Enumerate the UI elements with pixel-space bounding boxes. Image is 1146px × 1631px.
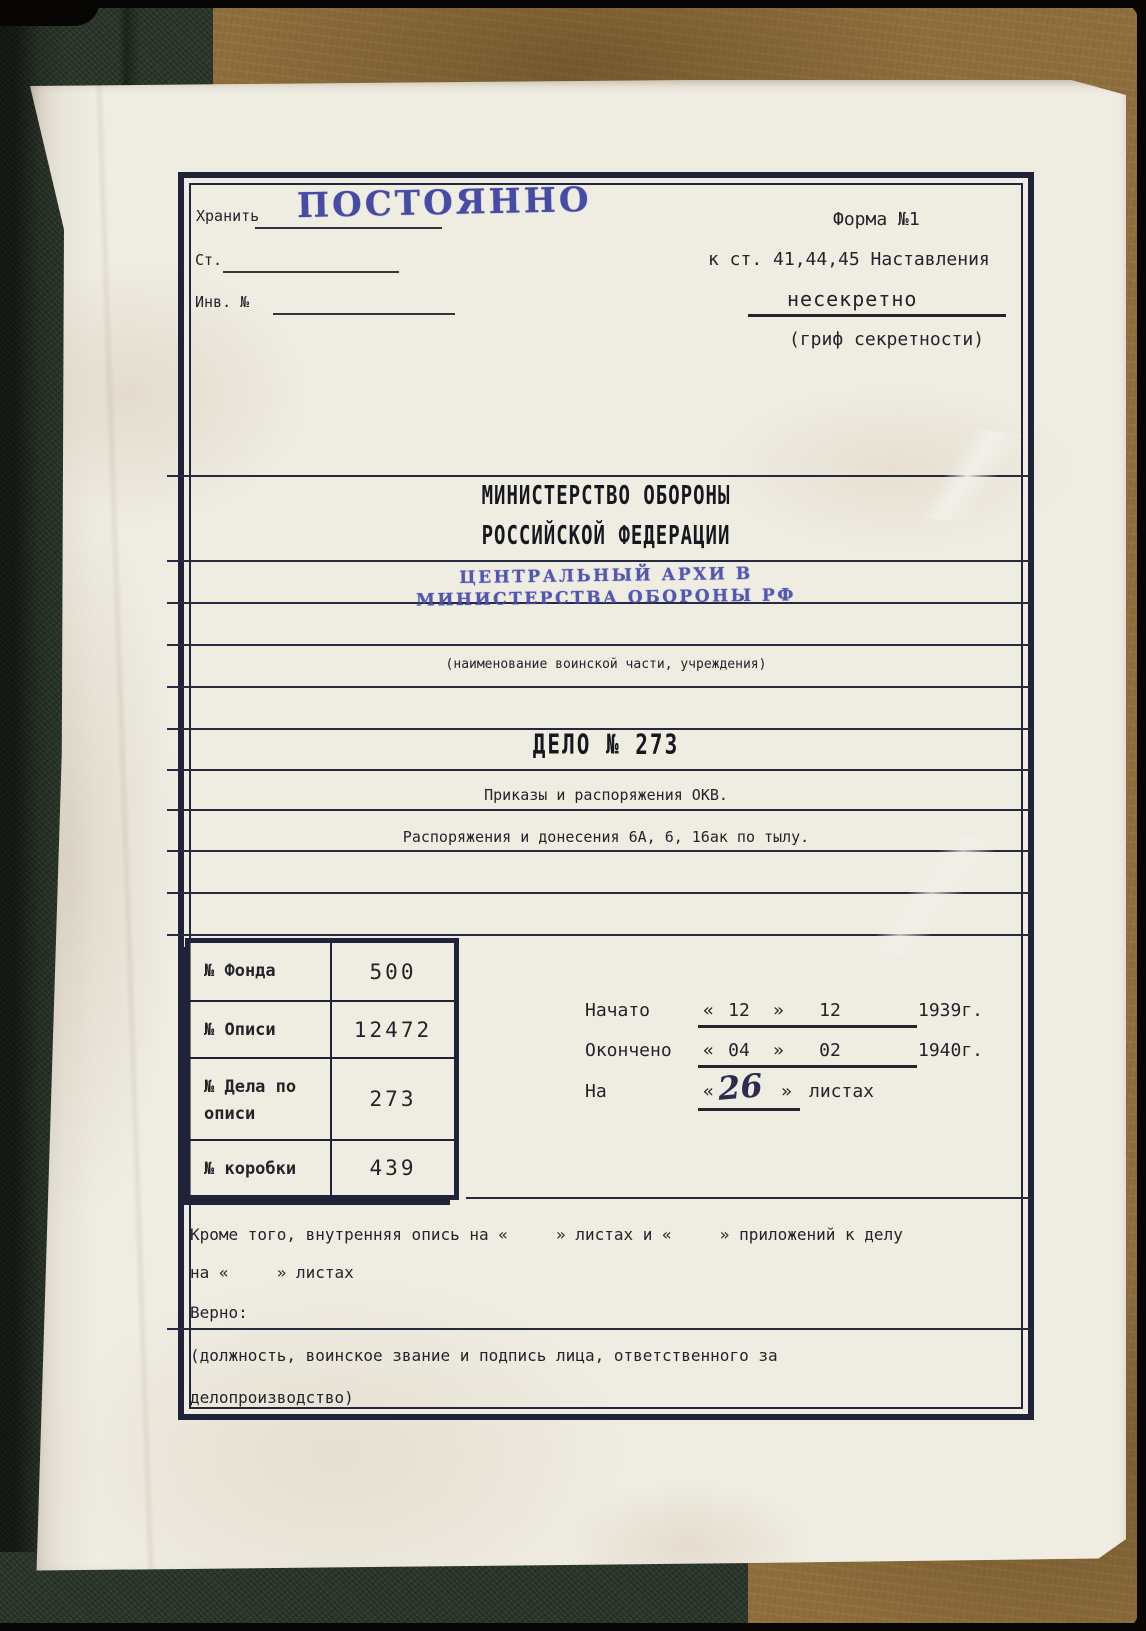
rule-line [167,769,1031,771]
case-description-line2: Распоряжения и донесения 6А, 6, 16ак по тылу. [402,828,810,846]
certified-label: Верно: [190,1303,248,1322]
table-row [190,943,454,1000]
inventory-number-label: № Описи [190,1002,332,1057]
sheets-count-handwritten: 26 [716,1066,765,1108]
quote-open: « [703,1081,714,1102]
form-number: Форма №1 [833,209,920,230]
scan-edge-top [0,0,1146,8]
table-row [190,1139,454,1195]
case-number-value: 273 [369,1087,417,1111]
finished-year: 1940г. [918,1040,984,1061]
case-number-label: № Дела по описи [190,1059,332,1139]
ministry-title-line2: РОССИЙСКОЙ ФЕДЕРАЦИИ [481,521,731,551]
fund-number-label: № Фонда [190,943,332,1000]
date-started-row [585,1000,1045,1034]
signature-caption-line2: делопроизводство) [190,1388,354,1407]
keep-underline [255,227,442,229]
sheets-underline [698,1108,800,1111]
quote-open: « [703,1040,714,1061]
started-label: Начато [585,1000,651,1021]
internal-inventory-note-line1: Кроме того, внутренняя опись на « » листах и « » приложений к делу [190,1225,903,1244]
rule-line [466,1197,1031,1199]
started-day: 12 [728,1000,750,1021]
sheets-label: На [585,1081,607,1102]
sheets-suffix: листах [809,1081,875,1102]
central-archive-stamp-line1: ЦЕНТРАЛЬНЫЙ АРХИ В [459,563,753,589]
registry-table [185,938,459,1200]
table-row [190,1057,454,1139]
central-archive-stamp-line2: МИНИСТЕРСТВА ОБОРОНЫ РФ [415,585,797,611]
internal-inventory-note-line2: на « » листах [190,1263,354,1282]
regulation-reference: к ст. 41,44,45 Наставления [708,249,990,270]
scan-edge-bottom [0,1623,1146,1631]
scan-edge-corner [0,0,100,26]
case-description-line1: Приказы и распоряжения ОКВ. [484,786,728,804]
table-row [190,1000,454,1057]
started-year: 1939г. [918,1000,984,1021]
finished-label: Окончено [585,1040,672,1061]
article-underline [223,271,399,273]
secrecy-caption: (гриф секретности) [789,329,985,350]
quote-open: « [703,1000,714,1021]
quote-close: » [773,1040,784,1061]
signature-caption-line1: (должность, воинское звание и подпись лица, ответственного за [190,1346,778,1365]
box-number-value: 439 [369,1156,417,1180]
rule-line [167,809,1031,811]
case-title: ДЕЛО № 273 [532,729,680,761]
article-label: Ст. [195,251,223,269]
quote-close: » [781,1081,792,1102]
finished-day: 04 [728,1040,750,1061]
date-finished-row [585,1040,1045,1074]
secrecy-value: несекретно [787,287,918,311]
started-month: 12 [819,1000,841,1021]
rule-line [167,644,1031,646]
permanent-stamp: ПОСТОЯННО [296,179,592,227]
keep-label: Хранить [196,207,260,225]
rule-line [167,686,1031,688]
sheet-count-row [585,1066,1045,1115]
rule-line [167,1328,1031,1330]
box-number-label: № коробки [190,1141,332,1195]
scan-edge-right [1137,0,1146,1631]
date-underline [698,1025,917,1028]
ministry-title-line1: МИНИСТЕРСТВО ОБОРОНЫ [481,481,731,511]
unit-name-caption: (наименование воинской части, учреждения) [445,657,767,672]
inventory-label: Инв. № [195,293,250,311]
inventory-underline [273,313,455,315]
finished-month: 02 [819,1040,841,1061]
date-underline [698,1065,917,1068]
quote-close: » [773,1000,784,1021]
inventory-number-value: 12472 [353,1017,433,1042]
secrecy-underline [748,314,1006,317]
fund-number-value: 500 [369,959,417,984]
